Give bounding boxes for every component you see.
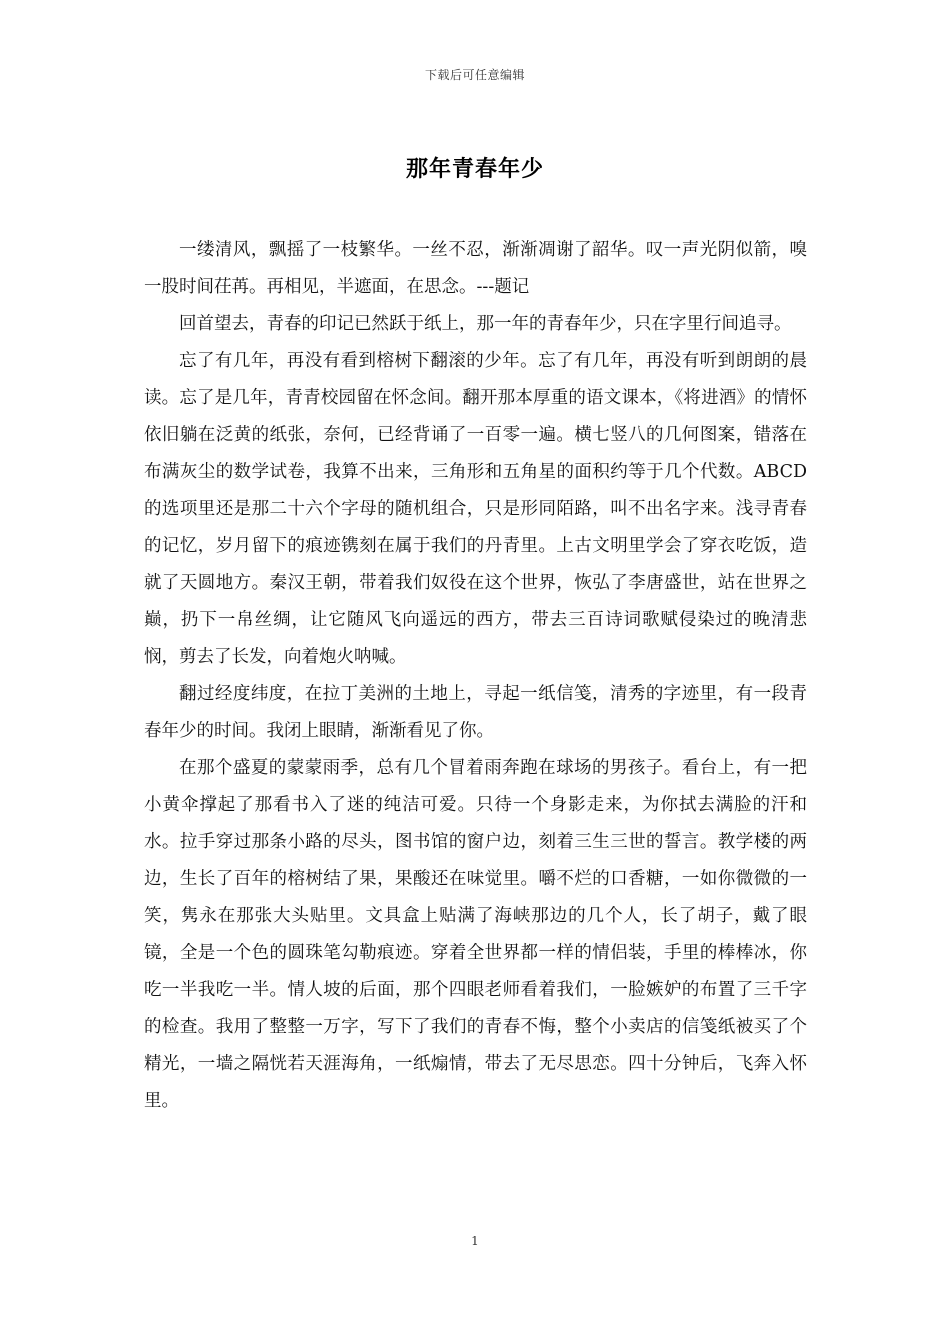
paragraph-epigraph: 一缕清风，飘摇了一枝繁华。一丝不忍，渐渐凋谢了韶华。叹一声光阴似箭，嗅一股时间茌苒。再相见，半遮面，在思念。---题记: [144, 240, 807, 297]
paragraph: 忘了有几年，再没有看到榕树下翻滚的少年。忘了有几年，再没有听到朗朗的晨读。忘了是几年，青青校园留在怀念间。翻开那本厚重的语文课本，《将进酒》的情怀依旧躺在泛黄的纸张，奈何，已经背诵了一百零一遍。横七竖八的几何图案，错落在布满灰尘的数学试卷，我算不出来，三角形和五角星的面积约等于几个代数。ABCD的选项里还是那二十六个字母的随机组合，只是形同陌路，叫不出名字来。浅寻青春的记忆，岁月留下的痕迹镌刻在属于我们的丹青里。上古文明里学会了穿衣吃饭，造就了天圆地方。秦汉王朝，带着我们奴役在这个世界，恢弘了李唐盛世，站在世界之巅，扔下一帛丝绸，让它随风飞向遥远的西方，带去三百诗词歌赋侵染过的晚清悲悯，剪去了长发，向着炮火呐喊。: [144, 351, 807, 667]
header-note: 下载后可任意编辑: [424, 68, 525, 82]
page-number: 1: [471, 1234, 479, 1248]
paragraph: 在那个盛夏的蒙蒙雨季，总有几个冒着雨奔跑在球场的男孩子。看台上，有一把小黄伞撑起了那看书入了迷的纯洁可爱。只待一个身影走来，为你拭去满脸的汗和水。拉手穿过那条小路的尽头，图书馆的窗户边，刻着三生三世的誓言。教学楼的两边，生长了百年的榕树结了果，果酸还在味觉里。嚼不烂的口香糖，一如你微微的一笑，隽永在那张大头贴里。文具盒上贴满了海峡那边的几个人，长了胡子，戴了眼镜，全是一个色的圆珠笔勾勒痕迹。穿着全世界都一样的情侣装，手里的棒棒冰，你吃一半我吃一半。情人坡的后面，那个四眼老师看着我们，一脸嫉妒的布置了三千字的检查。我用了整整一万字，写下了我们的青春不悔，整个小卖店的信笺纸被买了个精光，一墙之隔恍若天涯海角，一纸煽情，带去了无尽思恋。四十分钟后，飞奔入怀里。: [144, 758, 807, 1111]
paragraph: 回首望去，青春的印记已然跃于纸上，那一年的青春年少，只在字里行间追寻。: [179, 314, 792, 334]
paragraph: 翻过经度纬度，在拉丁美洲的土地上，寻起一纸信笺，清秀的字迹里，有一段青春年少的时间。我闭上眼睛，渐渐看见了你。: [144, 684, 807, 741]
document-body: [144, 232, 807, 1120]
document-title: 那年青春年少: [405, 157, 544, 182]
